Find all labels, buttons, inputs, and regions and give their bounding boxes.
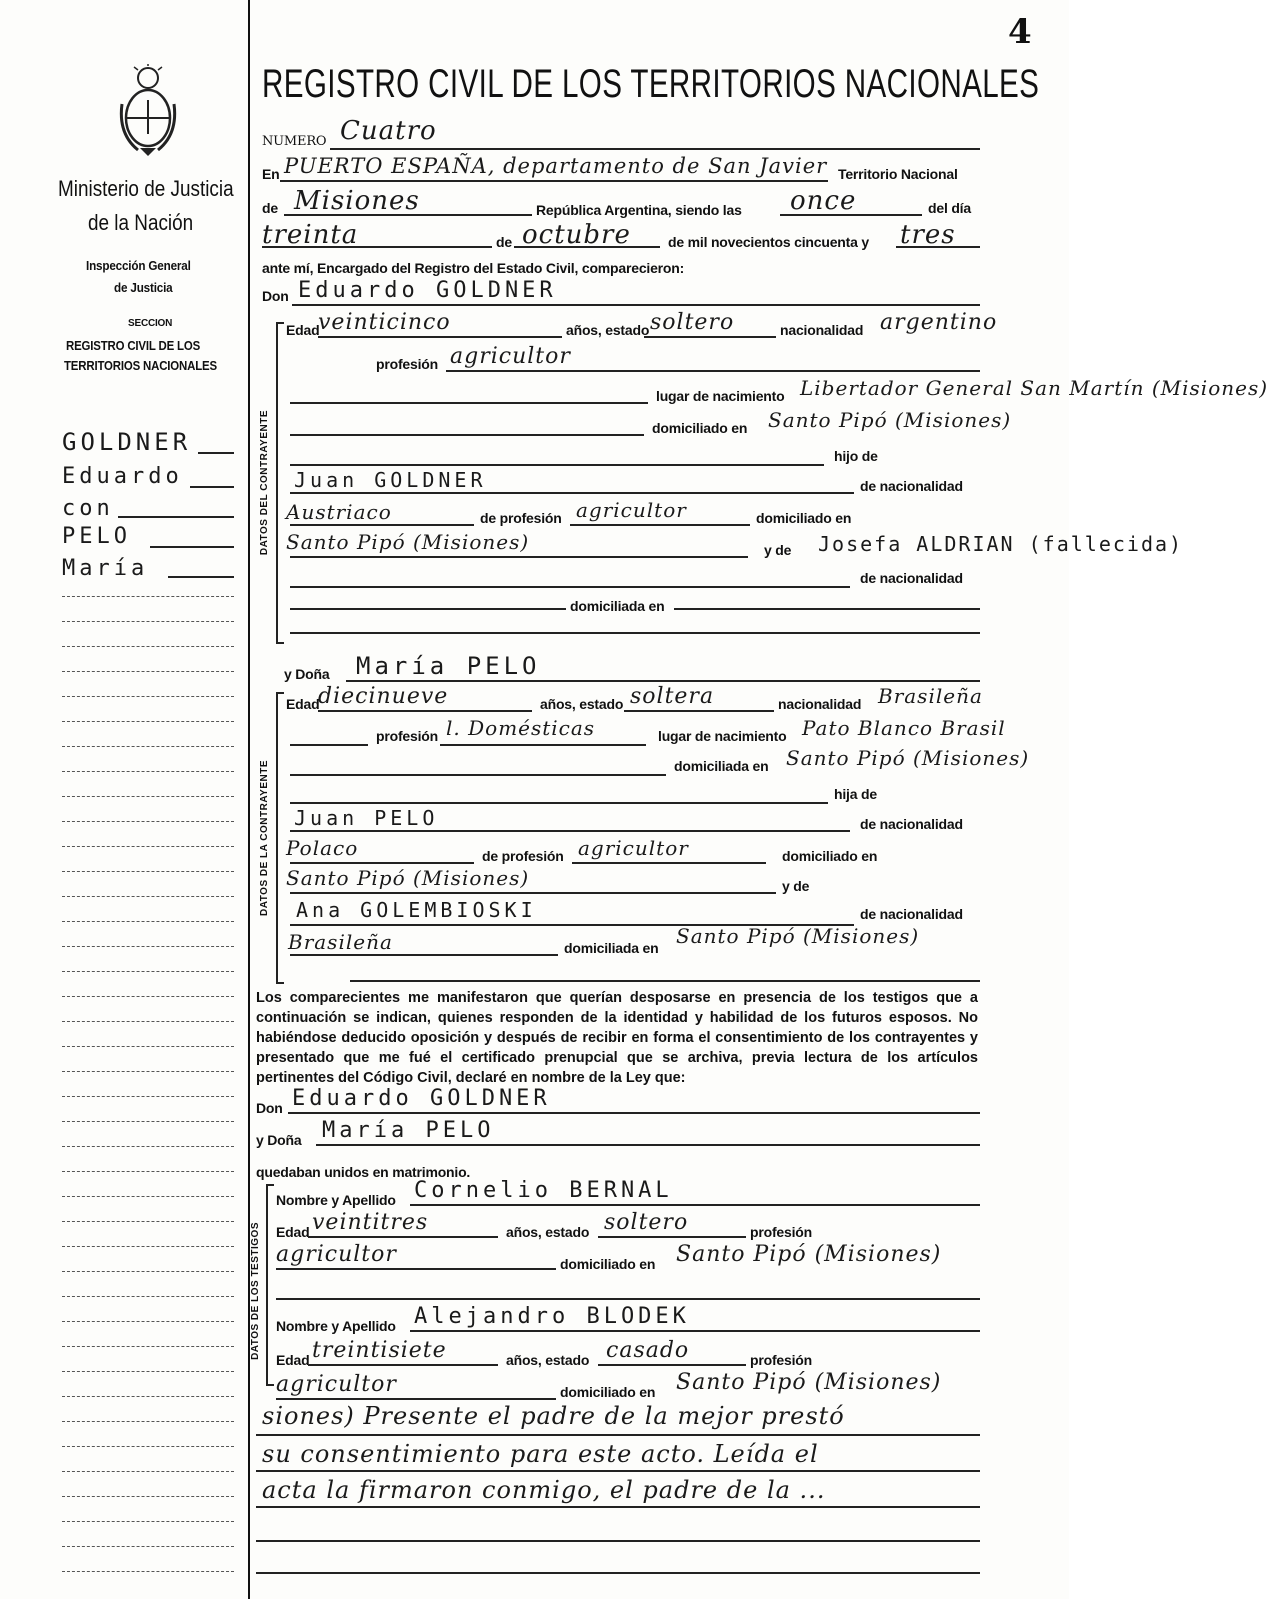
- groom-nac-value: argentino: [880, 310, 998, 335]
- w1-edad-label: Edad: [276, 1224, 310, 1240]
- groom-de-prof-label: de profesión: [480, 510, 562, 526]
- margin-line: [62, 871, 234, 872]
- margin-line: [62, 1171, 234, 1172]
- margin-line: [62, 746, 234, 747]
- bride-lugar-value: Pato Blanco Brasil: [802, 716, 1006, 740]
- ministry-line-2: de la Nación: [88, 210, 194, 235]
- margin-line: [62, 1571, 234, 1572]
- declaration-text: Los comparecientes me manifestaron que querían desposarse en presencia de los testigos que a continuación se indican, quienes responden de la identidad y habilidad de los futuros esposos. No habiéndose deducido oposición y después de recibir en forma el consentimiento de los contrayentes y presentado que me fué el certificado prenupcial que se archiva, previa lectura de los artículos pertinentes del Código Civil, declaré en nombre de la Ley que:: [256, 990, 978, 1086]
- groom-y-de-label: y de: [764, 542, 792, 558]
- bride-mother-nac: Brasileña: [288, 930, 393, 954]
- groom-edad-value: veinticinco: [318, 310, 451, 335]
- decl-don-value: Eduardo GOLDNER: [292, 1086, 551, 1111]
- w2-edad-label: Edad: [276, 1352, 310, 1368]
- groom-de-nac-label: de nacionalidad: [860, 478, 963, 494]
- bride-dom-label: domiciliada en: [674, 758, 769, 774]
- margin-line: [62, 671, 234, 672]
- groom-father-nac: Austriaco: [286, 500, 392, 524]
- w1-estado: soltero: [604, 1210, 689, 1235]
- margin-name-con: con: [62, 496, 114, 521]
- margin-line: [62, 1071, 234, 1072]
- bride-prof-value: l. Domésticas: [446, 716, 596, 740]
- groom-domiciliada-label: domiciliada en: [570, 598, 665, 614]
- margin-name-bride-given: María: [62, 556, 149, 581]
- section-line-2: TERRITORIOS NACIONALES: [64, 358, 217, 373]
- bride-mother-dom: Santo Pipó (Misiones): [676, 924, 920, 948]
- margin-name-given: Eduardo: [62, 464, 183, 489]
- bride-section-label: DATOS DE LA CONTRAYENTE: [259, 760, 270, 916]
- bride-hija-label: hija de: [834, 786, 877, 802]
- margin-line: [62, 721, 234, 722]
- groom-dom-label: domiciliado en: [652, 420, 748, 436]
- numero-value: Cuatro: [340, 116, 437, 146]
- margin-line: [62, 971, 234, 972]
- margin-line: [62, 696, 234, 697]
- hour-value: once: [790, 186, 857, 216]
- w2-dom-label: domiciliado en: [560, 1384, 656, 1400]
- registry-title: REGISTRO CIVIL DE LOS TERRITORIOS NACIONALES: [262, 62, 1040, 106]
- note-line-3: acta la firmaron conmigo, el padre de la ...: [262, 1476, 826, 1504]
- margin-line: [62, 921, 234, 922]
- margin-line: [62, 1196, 234, 1197]
- numero-label: NUMERO: [262, 134, 327, 149]
- w1-nombre-label: Nombre y Apellido: [276, 1192, 396, 1208]
- coat-of-arms-icon: [118, 64, 178, 160]
- decl-dona-value: María PELO: [322, 1118, 495, 1143]
- margin-line: [62, 896, 234, 897]
- groom-mother-value: Josefa ALDRIAN (fallecida): [818, 532, 1184, 556]
- republica-label: República Argentina, siendo las: [536, 202, 742, 218]
- groom-prof-value: agricultor: [450, 344, 571, 369]
- del-dia-label: del día: [928, 200, 971, 216]
- groom-nac-label: nacionalidad: [780, 322, 864, 338]
- groom-section-label: DATOS DEL CONTRAYENTE: [259, 410, 270, 556]
- inspection-line-1: Inspección General: [86, 258, 191, 273]
- margin-line: [62, 1421, 234, 1422]
- w2-dom: Santo Pipó (Misiones): [676, 1370, 942, 1395]
- groom-father-prof: agricultor: [576, 498, 687, 522]
- margin-line: [62, 1146, 234, 1147]
- de-label-2: de: [496, 234, 512, 250]
- place-value: PUERTO ESPAÑA, departamento de San Javier: [284, 154, 828, 178]
- bride-lugar-label: lugar de nacimiento: [658, 728, 787, 744]
- bride-bracket: [276, 692, 284, 984]
- margin-line: [62, 946, 234, 947]
- bride-mother-value: Ana GOLEMBIOSKI: [296, 898, 537, 922]
- section-label: SECCION: [128, 318, 173, 329]
- groom-de-nac-label-2: de nacionalidad: [860, 570, 963, 586]
- groom-bracket: [276, 322, 284, 644]
- don-value: Eduardo GOLDNER: [298, 278, 557, 303]
- w1-name: Cornelio BERNAL: [414, 1178, 673, 1203]
- bride-father-value: Juan PELO: [294, 806, 439, 830]
- bride-dom-label-2: domiciliado en: [782, 848, 878, 864]
- w1-prof: agricultor: [276, 1242, 397, 1267]
- year-label: de mil novecientos cincuenta y: [668, 234, 869, 250]
- margin-line: [62, 621, 234, 622]
- w1-prof-label: profesión: [750, 1224, 812, 1240]
- margin-line: [62, 1246, 234, 1247]
- w2-anos-label: años, estado: [506, 1352, 590, 1368]
- margin-line: [62, 771, 234, 772]
- witness-section-label: DATOS DE LOS TESTIGOS: [250, 1222, 261, 1360]
- bride-de-nac-label: de nacionalidad: [860, 816, 963, 832]
- margin-line: [62, 1046, 234, 1047]
- margin-line: [62, 1296, 234, 1297]
- w2-nombre-label: Nombre y Apellido: [276, 1318, 396, 1334]
- bride-nac-label: nacionalidad: [778, 696, 862, 712]
- margin-line: [62, 1321, 234, 1322]
- section-line-1: REGISTRO CIVIL DE LOS: [66, 338, 201, 353]
- bride-edad-label: Edad: [286, 696, 320, 712]
- en-label: En: [262, 166, 280, 182]
- margin-line: [62, 821, 234, 822]
- w2-edad: treintisiete: [312, 1338, 447, 1363]
- margin-line: [62, 1521, 234, 1522]
- w1-anos-label: años, estado: [506, 1224, 590, 1240]
- bride-dona-value: María PELO: [356, 652, 541, 680]
- territory-value: Misiones: [294, 186, 420, 216]
- margin-line: [62, 1471, 234, 1472]
- bride-father-prof: agricultor: [578, 836, 689, 860]
- decl-unidos: quedaban unidos en matrimonio.: [256, 1164, 471, 1180]
- w2-prof: agricultor: [276, 1372, 397, 1397]
- bride-estado-value: soltera: [630, 684, 715, 709]
- groom-dom-value: Santo Pipó (Misiones): [768, 408, 1012, 432]
- bride-de-prof-label: de profesión: [482, 848, 564, 864]
- note-line-1: siones) Presente el padre de la mejor prestó: [262, 1402, 845, 1430]
- bride-prof-label: profesión: [376, 728, 438, 744]
- margin-line: [62, 1121, 234, 1122]
- bride-anos-label: años, estado: [540, 696, 624, 712]
- groom-edad-label: Edad: [286, 322, 320, 338]
- decl-dona-label: y Doña: [256, 1132, 302, 1148]
- margin-line: [62, 996, 234, 997]
- inspection-line-2: de Justicia: [114, 280, 173, 295]
- w2-name: Alejandro BLODEK: [414, 1304, 690, 1329]
- bride-de-nac-label-2: de nacionalidad: [860, 906, 963, 922]
- bride-y-de-label: y de: [782, 878, 810, 894]
- day-value: treinta: [262, 220, 359, 250]
- margin-line: [62, 1096, 234, 1097]
- de-label: de: [262, 200, 278, 216]
- bride-y-dona-label: y Doña: [284, 666, 330, 682]
- margin-line: [62, 1371, 234, 1372]
- margin-line: [62, 596, 234, 597]
- witness-bracket: [266, 1184, 274, 1386]
- note-line-2: su consentimiento para este acto. Leída el: [262, 1440, 819, 1468]
- year-value: tres: [900, 220, 956, 250]
- bride-edad-value: diecinueve: [318, 684, 449, 709]
- margin-line: [62, 1021, 234, 1022]
- margin-line: [62, 646, 234, 647]
- w1-dom: Santo Pipó (Misiones): [676, 1242, 942, 1267]
- margin-line: [62, 1496, 234, 1497]
- groom-father-value: Juan GOLDNER: [294, 468, 487, 492]
- bride-nac-value: Brasileña: [878, 684, 983, 708]
- page-number: 4: [1008, 12, 1032, 52]
- bride-dom-value: Santo Pipó (Misiones): [786, 746, 1030, 770]
- groom-prof-label: profesión: [376, 356, 438, 372]
- groom-dom-label-2: domiciliado en: [756, 510, 852, 526]
- w2-prof-label: profesión: [750, 1352, 812, 1368]
- margin-line: [62, 1221, 234, 1222]
- margin-line: [62, 1271, 234, 1272]
- bride-father-nac: Polaco: [286, 836, 359, 860]
- bride-father-dom: Santo Pipó (Misiones): [286, 866, 530, 890]
- groom-father-dom: Santo Pipó (Misiones): [286, 530, 530, 554]
- margin-line: [62, 1346, 234, 1347]
- margin-name-surname: GOLDNER: [62, 428, 192, 456]
- w1-edad: veintitres: [312, 1210, 429, 1235]
- margin-line: [62, 796, 234, 797]
- groom-lugar-label: lugar de nacimiento: [656, 388, 785, 404]
- don-label: Don: [262, 288, 289, 304]
- territorio-label: Territorio Nacional: [838, 166, 958, 182]
- ante-label: ante mí, Encargado del Registro del Estado Civil, comparecieron:: [262, 260, 685, 276]
- margin-name-bride-surname: PELO: [62, 524, 131, 549]
- month-value: octubre: [522, 220, 631, 250]
- decl-don-label: Don: [256, 1100, 283, 1116]
- ministry-line-1: Ministerio de Justicia: [58, 176, 234, 201]
- groom-hijo-label: hijo de: [834, 448, 878, 464]
- groom-anos-label: años, estado: [566, 322, 650, 338]
- groom-lugar-value: Libertador General San Martín (Misiones): [800, 376, 1268, 400]
- w1-dom-label: domiciliado en: [560, 1256, 656, 1272]
- margin-line: [62, 846, 234, 847]
- margin-line: [62, 1546, 234, 1547]
- bride-domiciliada-label-2: domiciliada en: [564, 940, 659, 956]
- margin-line: [62, 1446, 234, 1447]
- groom-estado-value: soltero: [650, 310, 735, 335]
- w2-estado: casado: [606, 1338, 690, 1363]
- margin-line: [62, 1396, 234, 1397]
